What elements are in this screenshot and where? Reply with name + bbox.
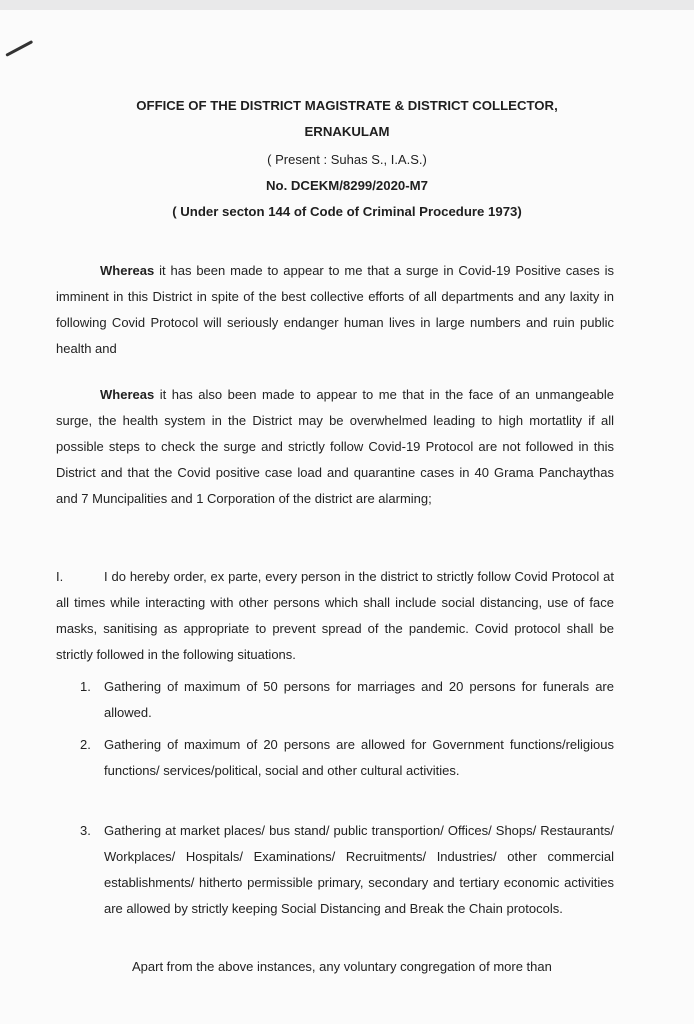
whereas-lead-1: Whereas: [100, 263, 155, 278]
item-text: Gathering at market places/ bus stand/ public transportion/ Offices/ Shops/ Restaurants/ Workplaces/ Hospitals/ Examinations/ Recruitments/ Industries/ other commercial establishments/ hitherto permissible primary, secondary and tertiary economic activities are allowed by strictly keeping Social Distancing and Break the Chain protocols.: [104, 823, 614, 916]
list-item: [80, 732, 614, 784]
order-paragraph: [56, 564, 614, 668]
whereas-text-1: it has been made to appear to me that a surge in Covid-19 Positive cases is imminent in this District in spite of the best collective efforts of all departments and any laxity in following Covid Protocol will seriously endanger human lives in large numbers and ruin public health and: [56, 263, 614, 356]
section-reference: ( Under secton 144 of Code of Criminal Procedure 1973): [172, 204, 522, 219]
office-heading: OFFICE OF THE DISTRICT MAGISTRATE & DISTRICT COLLECTOR,: [136, 98, 558, 113]
list-item: [80, 818, 614, 922]
situation-list-2: [80, 732, 614, 784]
situation-list-1: [80, 674, 614, 726]
document-page: [0, 10, 694, 1024]
item-text: Gathering of maximum of 50 persons for marriages and 20 persons for funerals are allowed.: [104, 679, 614, 720]
present-line: ( Present : Suhas S., I.A.S.): [267, 152, 427, 167]
closing-paragraph: Apart from the above instances, any voluntary congregation of more than: [132, 959, 552, 974]
item-number: 2.: [80, 737, 91, 752]
order-text: I do hereby order, ex parte, every person in the district to strictly follow Covid Protocol at all times while interacting with other persons which shall include social distancing, use of face masks, sanitising as appropriate to prevent spread of the pandemic. Covid protocol shall be strictly followed in the following situations.: [56, 569, 614, 662]
order-label: I.: [56, 569, 64, 584]
item-number: 1.: [80, 679, 91, 694]
list-item: [80, 674, 614, 726]
pen-mark: [5, 40, 33, 57]
item-number: 3.: [80, 823, 91, 838]
district-heading: ERNAKULAM: [304, 124, 390, 139]
order-number: No. DCEKM/8299/2020-M7: [266, 178, 428, 193]
whereas-paragraph-2: [56, 382, 614, 512]
whereas-paragraph-1: [56, 258, 614, 362]
item-text: Gathering of maximum of 20 persons are allowed for Government functions/religious functions/ services/political, social and other cultural activities.: [104, 737, 614, 778]
situation-list-3: [80, 818, 614, 922]
whereas-text-2: it has also been made to appear to me that in the face of an unmangeable surge, the health system in the District may be overwhelmed leading to high mortatlity if all possible steps to check the surge and strictly follow Covid-19 Protocol are not followed in this District and that the Covid positive case load and quarantine cases in 40 Grama Panchaythas and 7 Muncipalities and 1 Corporation of the district are alarming;: [56, 387, 614, 506]
whereas-lead-2: Whereas: [100, 387, 155, 402]
